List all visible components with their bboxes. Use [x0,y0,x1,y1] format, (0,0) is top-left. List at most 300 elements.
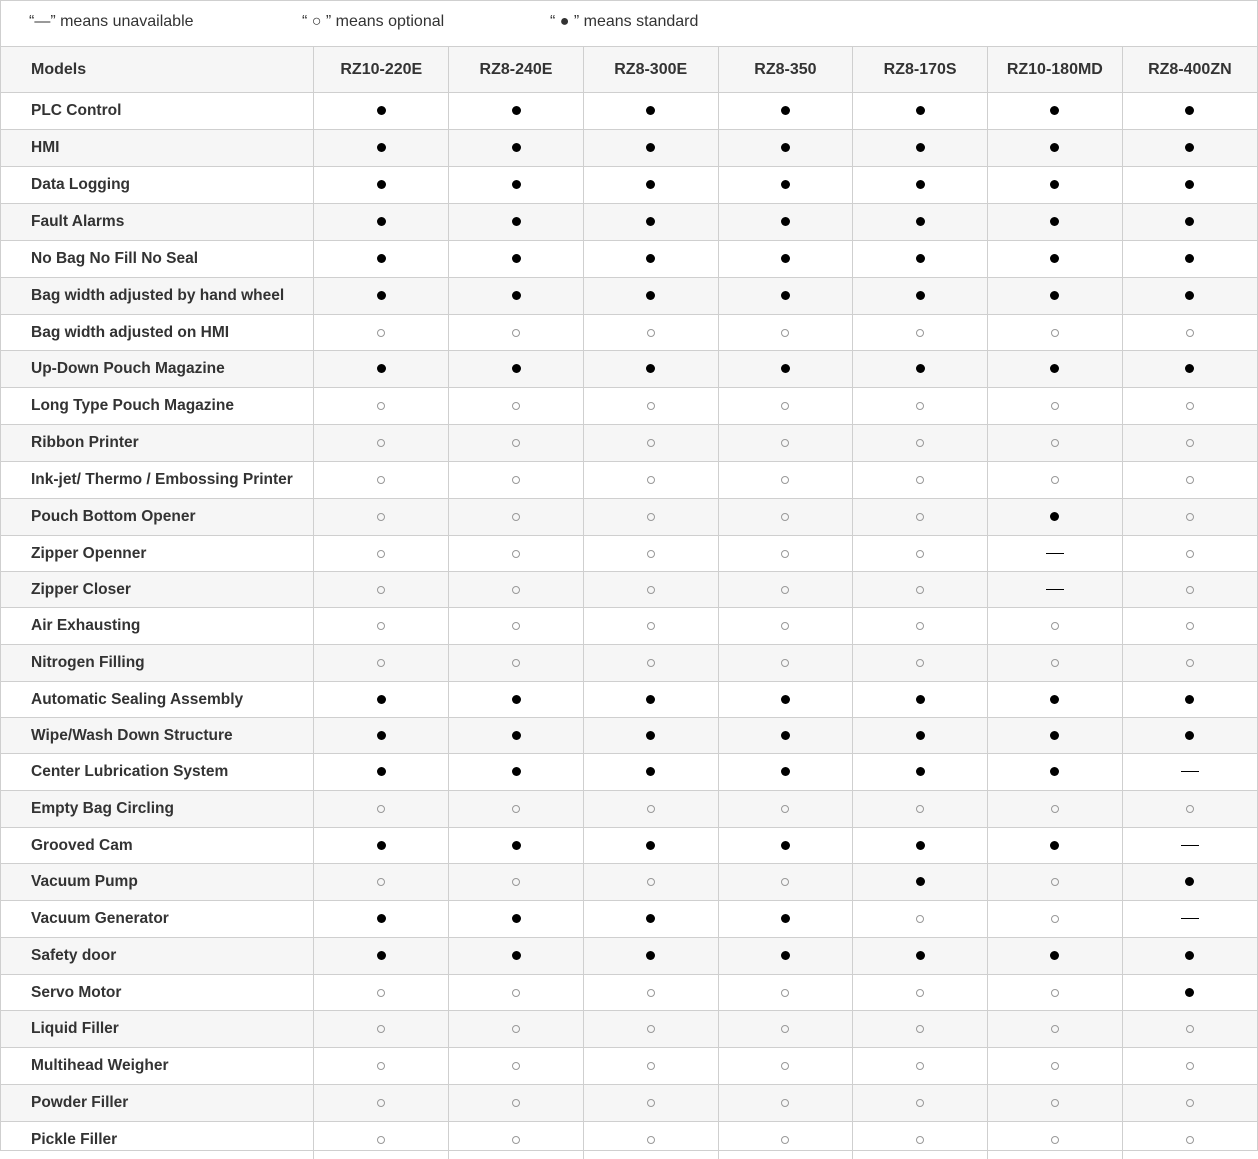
table-row [1,901,1257,938]
availability-cell [583,791,718,828]
optional-circle-icon [647,617,655,635]
availability-cell [987,682,1122,718]
standard-dot-icon [512,837,521,855]
availability-cell [314,645,449,682]
optional-circle-icon [377,1020,385,1038]
standard-dot-icon [646,837,655,855]
legend-bar [1,1,1257,47]
availability-cell [449,791,584,828]
optional-circle-icon [781,471,789,489]
availability-cell [853,425,988,462]
optional-circle-icon [377,873,385,891]
availability-cell [449,645,584,682]
table-row [1,425,1257,462]
availability-cell [987,425,1122,462]
feature-label: Liquid Filler [1,1011,314,1048]
standard-dot-icon [1185,691,1194,709]
optional-circle-icon [647,873,655,891]
feature-label: Fault Alarms [1,204,314,241]
optional-circle-icon [781,324,789,342]
availability-cell [853,462,988,499]
optional-circle-icon [781,800,789,818]
availability-cell [718,499,853,536]
availability-cell [583,315,718,351]
availability-cell [853,791,988,828]
availability-cell [449,204,584,241]
optional-circle-icon [512,1020,520,1038]
availability-cell [853,1085,988,1122]
availability-cell [718,645,853,682]
availability-cell [449,608,584,645]
standard-dot-icon [512,250,521,268]
standard-dot-icon [1185,213,1194,231]
availability-cell [853,901,988,938]
unavailable-dash-icon [1046,545,1064,563]
standard-dot-icon [646,102,655,120]
availability-cell [314,499,449,536]
availability-cell [718,864,853,901]
standard-dot-icon [1050,250,1059,268]
optional-circle-icon [916,1020,924,1038]
availability-cell [314,938,449,975]
optional-circle-icon [1186,324,1194,342]
standard-dot-icon [1050,360,1059,378]
availability-cell [1122,975,1257,1011]
availability-cell [718,536,853,572]
standard-dot-icon [916,727,925,745]
standard-dot-icon [781,250,790,268]
availability-cell [987,130,1122,167]
availability-cell [449,1085,584,1122]
availability-cell [853,93,988,130]
availability-cell [718,204,853,241]
optional-circle-icon [377,581,385,599]
optional-circle-icon [916,324,924,342]
table-row [1,682,1257,718]
availability-cell [583,278,718,315]
optional-circle-icon [1051,1094,1059,1112]
feature-label: Long Type Pouch Magazine [1,388,314,425]
standard-dot-icon [781,947,790,965]
feature-label: Powder Filler [1,1085,314,1122]
feature-label: Multihead Weigher [1,1048,314,1085]
availability-cell [987,315,1122,351]
optional-circle-icon [1186,654,1194,672]
optional-circle-icon [512,545,520,563]
standard-dot-icon [781,102,790,120]
availability-cell [314,1122,449,1159]
table-row [1,167,1257,204]
availability-cell [718,1122,853,1159]
availability-cell [314,241,449,278]
availability-cell [853,167,988,204]
standard-dot-icon [512,287,521,305]
table-row [1,645,1257,682]
optional-circle-icon [1186,471,1194,489]
optional-circle-icon [916,984,924,1002]
optional-circle-icon [647,1131,655,1149]
standard-dot-icon [781,360,790,378]
availability-cell [718,462,853,499]
availability-cell [987,975,1122,1011]
availability-cell [1122,425,1257,462]
optional-circle-icon [647,397,655,415]
optional-circle-icon [377,617,385,635]
feature-label: Zipper Openner [1,536,314,572]
standard-dot-icon [512,763,521,781]
optional-circle-icon [916,545,924,563]
availability-cell [1122,901,1257,938]
availability-cell [853,938,988,975]
standard-dot-icon [512,176,521,194]
availability-cell [449,167,584,204]
optional-circle-icon [781,1131,789,1149]
availability-cell [987,828,1122,864]
availability-cell [449,462,584,499]
optional-circle-icon [916,1131,924,1149]
optional-circle-icon [1186,508,1194,526]
unavailable-dash-icon [1181,837,1199,855]
optional-circle-icon [781,984,789,1002]
availability-cell [853,1011,988,1048]
optional-circle-icon [512,434,520,452]
availability-cell [449,938,584,975]
availability-cell [718,828,853,864]
header-row [1,47,1257,93]
standard-dot-icon [1050,139,1059,157]
unavailable-dash-icon [1181,763,1199,781]
table-row [1,1011,1257,1048]
availability-cell [853,608,988,645]
availability-cell [718,167,853,204]
availability-cell [718,1011,853,1048]
optional-circle-icon [1051,434,1059,452]
availability-cell [449,828,584,864]
availability-cell [583,167,718,204]
standard-dot-icon [646,947,655,965]
availability-cell [583,1011,718,1048]
optional-circle-icon [916,471,924,489]
availability-cell [853,645,988,682]
optional-circle-icon [647,984,655,1002]
optional-circle-icon [916,1057,924,1075]
optional-circle-icon [1186,1057,1194,1075]
feature-label: Air Exhausting [1,608,314,645]
standard-dot-icon [512,360,521,378]
standard-dot-icon [512,910,521,928]
availability-cell [449,1011,584,1048]
availability-cell [1122,645,1257,682]
availability-cell [583,93,718,130]
standard-dot-icon [1050,691,1059,709]
optional-circle-icon [377,1057,385,1075]
table-row [1,718,1257,754]
availability-cell [314,864,449,901]
model-header: RZ8-240E [449,47,584,93]
optional-circle-icon [1051,1131,1059,1149]
optional-circle-icon [916,1094,924,1112]
availability-cell [1122,828,1257,864]
standard-dot-icon [646,250,655,268]
standard-dot-icon [1050,763,1059,781]
feature-label: Vacuum Pump [1,864,314,901]
optional-circle-icon [781,873,789,891]
standard-dot-icon [1185,287,1194,305]
standard-dot-icon [781,727,790,745]
standard-dot-icon [781,213,790,231]
table-row [1,536,1257,572]
optional-circle-icon [512,508,520,526]
optional-circle-icon [647,1094,655,1112]
standard-dot-icon [377,910,386,928]
standard-dot-icon [377,139,386,157]
standard-dot-icon [377,727,386,745]
optional-circle-icon [512,654,520,672]
availability-cell [987,1085,1122,1122]
standard-dot-icon [646,360,655,378]
availability-cell [314,828,449,864]
availability-cell [718,130,853,167]
availability-cell [1122,864,1257,901]
table-row [1,791,1257,828]
optional-circle-icon [377,800,385,818]
standard-dot-icon [916,287,925,305]
standard-dot-icon [781,837,790,855]
availability-cell [449,754,584,791]
standard-dot-icon [781,176,790,194]
optional-circle-icon [647,1020,655,1038]
availability-cell [583,754,718,791]
table-row [1,241,1257,278]
availability-cell [449,901,584,938]
standard-dot-icon [646,139,655,157]
availability-cell [1122,1048,1257,1085]
availability-cell [1122,572,1257,608]
availability-cell [1122,167,1257,204]
standard-dot-icon [1050,176,1059,194]
standard-dot-icon [646,910,655,928]
availability-cell [853,499,988,536]
table-row [1,130,1257,167]
optional-circle-icon [1051,984,1059,1002]
availability-cell [853,572,988,608]
standard-dot-icon [512,139,521,157]
feature-label: No Bag No Fill No Seal [1,241,314,278]
availability-cell [1122,204,1257,241]
availability-cell [1122,351,1257,388]
optional-circle-icon [1051,873,1059,891]
model-header: RZ10-220E [314,47,449,93]
availability-cell [853,1048,988,1085]
availability-cell [987,864,1122,901]
availability-cell [314,204,449,241]
optional-circle-icon [1051,471,1059,489]
availability-cell [449,1048,584,1085]
availability-cell [987,462,1122,499]
standard-dot-icon [646,763,655,781]
availability-cell [718,938,853,975]
standard-dot-icon [377,360,386,378]
standard-dot-icon [646,691,655,709]
optional-circle-icon [512,471,520,489]
availability-cell [1122,499,1257,536]
standard-dot-icon [1185,984,1194,1002]
standard-dot-icon [512,213,521,231]
standard-dot-icon [646,213,655,231]
optional-circle-icon [1186,1131,1194,1149]
standard-dot-icon [512,102,521,120]
availability-cell [314,754,449,791]
table-row [1,938,1257,975]
optional-circle-icon [377,397,385,415]
standard-dot-icon [1185,360,1194,378]
availability-cell [449,1122,584,1159]
availability-cell [853,388,988,425]
models-header: Models [1,47,314,93]
optional-circle-icon [647,654,655,672]
optional-circle-icon [647,581,655,599]
availability-cell [314,791,449,828]
model-header: RZ10-180MD [987,47,1122,93]
table-row [1,608,1257,645]
optional-circle-icon [512,617,520,635]
availability-cell [718,754,853,791]
availability-cell [1122,462,1257,499]
optional-circle-icon [916,434,924,452]
optional-circle-icon [1186,617,1194,635]
availability-cell [314,388,449,425]
availability-cell [853,536,988,572]
optional-circle-icon [512,800,520,818]
availability-cell [853,130,988,167]
optional-circle-icon [647,1057,655,1075]
table-row [1,828,1257,864]
feature-label: Bag width adjusted on HMI [1,315,314,351]
standard-dot-icon [1185,139,1194,157]
optional-circle-icon [1186,800,1194,818]
availability-cell [449,499,584,536]
availability-cell [449,572,584,608]
standard-dot-icon [377,947,386,965]
optional-circle-icon [781,545,789,563]
availability-cell [583,425,718,462]
standard-dot-icon [916,139,925,157]
availability-cell [718,315,853,351]
availability-cell [987,754,1122,791]
optional-circle-icon [1186,1094,1194,1112]
standard-dot-icon [1185,102,1194,120]
availability-cell [853,864,988,901]
availability-cell [987,278,1122,315]
optional-circle-icon [512,324,520,342]
availability-cell [987,1048,1122,1085]
standard-dot-icon [781,139,790,157]
availability-cell [583,462,718,499]
optional-circle-icon [377,545,385,563]
optional-circle-icon [512,397,520,415]
feature-label: Grooved Cam [1,828,314,864]
availability-cell [583,499,718,536]
availability-cell [583,828,718,864]
availability-cell [1122,608,1257,645]
availability-cell [718,608,853,645]
standard-dot-icon [377,837,386,855]
availability-cell [449,130,584,167]
availability-cell [718,791,853,828]
optional-circle-icon [916,617,924,635]
availability-cell [314,718,449,754]
availability-cell [853,278,988,315]
feature-label: Safety door [1,938,314,975]
table-row [1,572,1257,608]
feature-label: Pouch Bottom Opener [1,499,314,536]
standard-dot-icon [781,910,790,928]
standard-dot-icon [377,102,386,120]
standard-dot-icon [916,213,925,231]
availability-cell [987,572,1122,608]
table-row [1,864,1257,901]
table-row [1,315,1257,351]
optional-circle-icon [512,984,520,1002]
availability-cell [718,901,853,938]
optional-circle-icon [1051,654,1059,672]
legend-standard: “ ● ” means standard [550,13,699,30]
optional-circle-icon [377,654,385,672]
availability-cell [718,93,853,130]
standard-dot-icon [646,727,655,745]
optional-circle-icon [916,800,924,818]
availability-cell [583,901,718,938]
legend-unavailable: “—” means unavailable [29,13,194,30]
feature-label: PLC Control [1,93,314,130]
optional-circle-icon [916,397,924,415]
availability-cell [583,241,718,278]
standard-dot-icon [1185,727,1194,745]
table-row [1,462,1257,499]
table-row [1,1085,1257,1122]
availability-cell [583,645,718,682]
availability-cell [583,718,718,754]
availability-cell [314,682,449,718]
availability-cell [1122,1085,1257,1122]
standard-dot-icon [916,250,925,268]
feature-label: Vacuum Generator [1,901,314,938]
availability-cell [583,1048,718,1085]
availability-cell [987,241,1122,278]
standard-dot-icon [781,763,790,781]
availability-cell [583,572,718,608]
availability-cell [853,754,988,791]
availability-cell [987,1011,1122,1048]
standard-dot-icon [377,763,386,781]
optional-circle-icon [781,434,789,452]
standard-dot-icon [377,287,386,305]
availability-cell [583,608,718,645]
standard-dot-icon [781,691,790,709]
optional-circle-icon [1186,397,1194,415]
standard-dot-icon [1050,213,1059,231]
model-header: RZ8-170S [853,47,988,93]
availability-cell [314,130,449,167]
availability-cell [1122,93,1257,130]
availability-cell [853,975,988,1011]
availability-cell [987,536,1122,572]
optional-circle-icon [916,654,924,672]
feature-label: Center Lubrication System [1,754,314,791]
availability-cell [314,608,449,645]
standard-dot-icon [646,176,655,194]
availability-cell [1122,718,1257,754]
